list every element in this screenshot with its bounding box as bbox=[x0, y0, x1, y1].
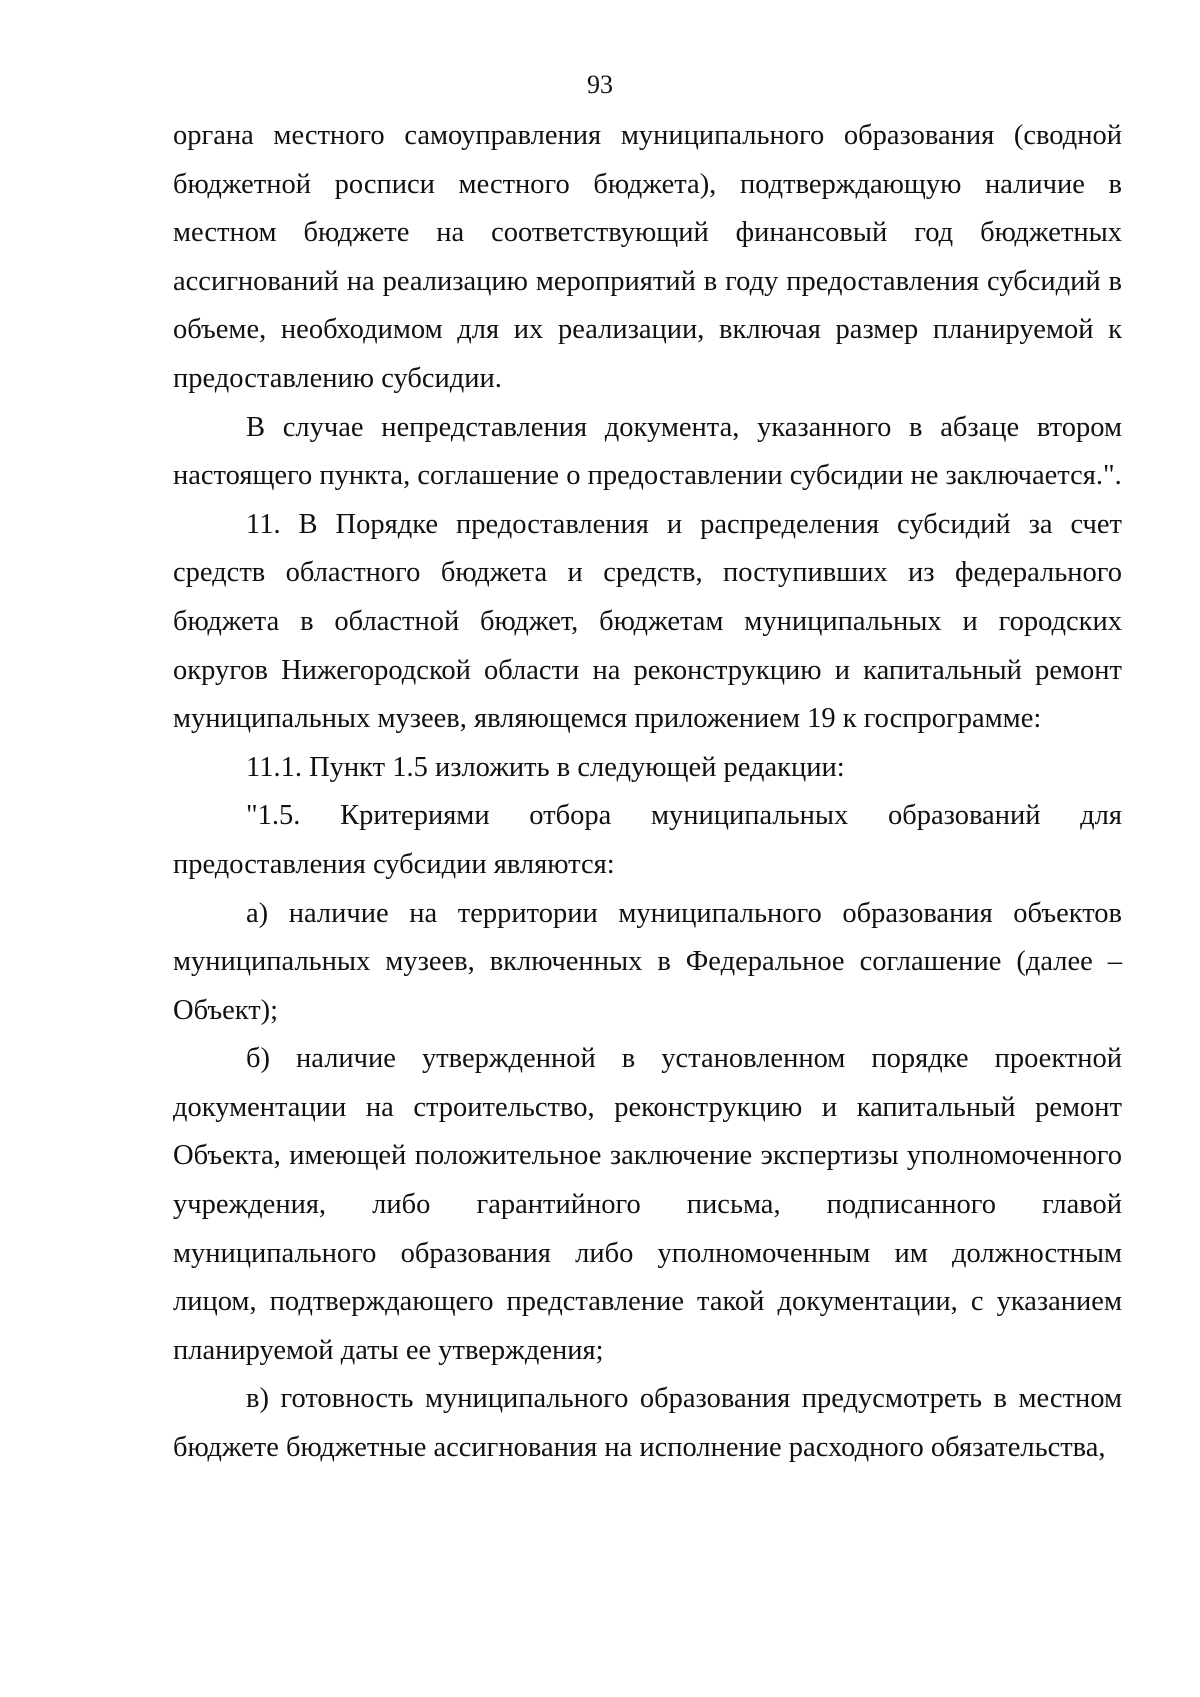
paragraph-item-11: 11. В Порядке предоставления и распределения субсидий за счет средств областного бюджета и средств, поступивших из федерального бюджета в областной бюджет, бюджетам муниципальных и городских округов Нижегородской области на реконструкцию и капитальный ремонт муниципальных музеев, являющемся приложением 19 к госпрограмме: bbox=[173, 508, 1122, 735]
paragraph-continuation: органа местного самоуправления муниципального образования (сводной бюджетной росписи местного бюджета), подтверждающую наличие в местном бюджете на соответствующий финансовый год бюджетных ассигнований на реализацию мероприятий в году предоставления субсидий в объеме, необходимом для их реализации, включая размер планируемой к предоставлению субсидии. bbox=[173, 120, 1122, 394]
paragraph-criterion-v: в) готовность муниципального образования предусмотреть в местном бюджете бюджетные ассигнования на исполнение расходного обязательства, bbox=[173, 1383, 1122, 1464]
paragraph-item-11-1: 11.1. Пункт 1.5 изложить в следующей редакции: bbox=[246, 751, 845, 783]
paragraph-criterion-a: а) наличие на территории муниципального образования объектов муниципальных музеев, включенных в Федеральное соглашение (далее – Объект); bbox=[173, 897, 1122, 1026]
paragraph-non-submission: В случае непредставления документа, указанного в абзаце втором настоящего пункта, соглашение о предоставлении субсидии не заключается.". bbox=[173, 411, 1122, 492]
paragraph-clause-1-5: "1.5. Критериями отбора муниципальных образований для предоставления субсидии являются: bbox=[173, 800, 1122, 880]
document-body bbox=[173, 112, 1122, 1473]
paragraph-criterion-b: б) наличие утвержденной в установленном порядке проектной документации на строительство, реконструкцию и капитальный ремонт Объекта, имеющей положительное заключение экспертизы уполномоченного учреждения, либо гарантийного письма, подписанного главой муниципального образования либо уполномоченным им должностным лицом, подтверждающего представление такой документации, с указанием планируемой даты ее утверждения; bbox=[173, 1043, 1122, 1366]
page-number: 93 bbox=[587, 70, 613, 99]
